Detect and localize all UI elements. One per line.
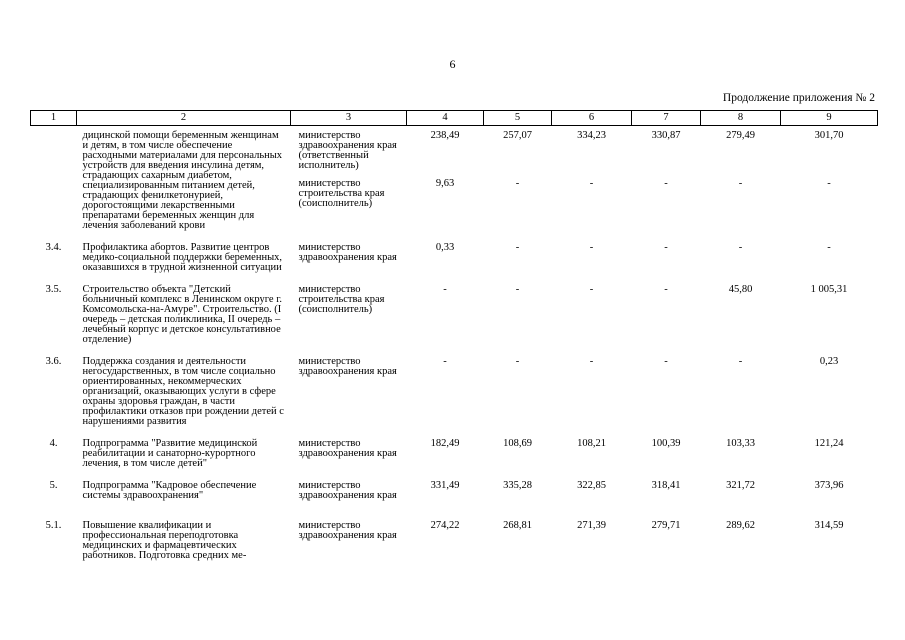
value-entry: 100,39	[651, 438, 681, 449]
value-cell-col-6	[552, 273, 632, 345]
value-cell-col-8	[701, 273, 781, 345]
row-description: Повышение квалификации и профессиональная переподготовка медицинских и фармацевтических работников. Подготовка средних ме-	[82, 520, 247, 561]
value-cell-col-9	[781, 509, 878, 561]
executor-entry: министерство здравоохранения края	[298, 438, 397, 459]
row-executor	[291, 427, 407, 469]
value-entry: 45,80	[728, 284, 753, 295]
table-row	[31, 345, 878, 427]
row-number: 5.	[49, 480, 58, 491]
value-cell-col-4	[407, 427, 484, 469]
column-header-2: 2	[77, 111, 291, 126]
value-cell-col-5	[484, 427, 552, 469]
executor-entry: министерство здравоохранения края	[298, 480, 397, 501]
value-entry: 289,62	[726, 520, 755, 531]
value-entry: 314,59	[814, 520, 844, 531]
value-entry: -	[515, 178, 520, 189]
row-executor	[291, 231, 407, 273]
value-cell-col-7	[632, 345, 701, 427]
value-entry: 279,71	[651, 520, 681, 531]
table-row	[31, 126, 878, 232]
value-entry: 335,28	[503, 480, 532, 491]
executor-entry: министерство здравоохранения края (ответственный исполнитель)	[298, 130, 397, 171]
table-row	[31, 231, 878, 273]
value-entry: 373,96	[814, 480, 844, 491]
value-cell-col-6	[552, 231, 632, 273]
value-cell-col-5	[484, 273, 552, 345]
value-entry: -	[827, 242, 831, 253]
column-header-4: 4	[407, 111, 484, 126]
value-entry: -	[443, 284, 447, 295]
value-cell-col-7	[632, 509, 701, 561]
value-entry: 182,49	[430, 438, 460, 449]
value-cell-col-6	[552, 345, 632, 427]
value-cell-col-9	[781, 231, 878, 273]
row-description: Профилактика абортов. Развитие центров медико-социальной поддержки беременных, оказавшихся в трудной жизненной ситуации	[82, 242, 282, 273]
value-entry: -	[443, 356, 447, 367]
value-entry: 279,49	[726, 130, 755, 141]
value-cell-col-5	[484, 126, 552, 232]
row-number: 3.4.	[45, 242, 62, 253]
value-entry: 322,85	[577, 480, 606, 491]
value-entry: 238,49	[430, 130, 460, 141]
value-cell-col-5	[484, 345, 552, 427]
row-executor	[291, 509, 407, 561]
row-number: 4.	[49, 438, 58, 449]
value-entry: 0,23	[819, 356, 839, 367]
value-entry: 103,33	[726, 438, 755, 449]
value-entry: 268,81	[503, 520, 532, 531]
value-entry: -	[664, 284, 668, 295]
table-row	[31, 509, 878, 561]
value-cell-col-9	[781, 469, 878, 509]
value-cell-col-6	[552, 427, 632, 469]
value-entry: -	[589, 242, 594, 253]
value-entry: 0,33	[435, 242, 455, 253]
value-cell-col-4	[407, 469, 484, 509]
value-cell-col-5	[484, 509, 552, 561]
value-entry: 121,24	[814, 438, 844, 449]
column-header-5: 5	[484, 111, 552, 126]
row-number	[31, 126, 77, 232]
value-entry: 257,07	[503, 130, 532, 141]
row-executor	[291, 345, 407, 427]
executor-entry: министерство строительства края (соисполнитель)	[298, 178, 385, 209]
value-entry: 1 005,31	[810, 284, 848, 295]
value-cell-col-7	[632, 273, 701, 345]
value-cell-col-8	[701, 231, 781, 273]
value-cell-col-6	[552, 509, 632, 561]
value-entry: 108,21	[577, 438, 606, 449]
column-header-9: 9	[781, 111, 878, 126]
budget-table	[30, 110, 878, 561]
row-description: Подпрограмма "Развитие медицинской реабилитации и санаторно-курортного лечения, в том числе детей"	[82, 438, 258, 469]
value-cell-col-8	[701, 126, 781, 232]
row-description: Поддержка создания и деятельности негосударственных, в том числе социально ориентированных, некоммерческих организаций, оказывающих услуги в сфере охраны здоровья граждан, в части профилактики отказов при рождении детей с нарушениями развития	[82, 356, 284, 427]
table-row	[31, 469, 878, 509]
value-entry: -	[664, 242, 668, 253]
value-entry: 274,22	[430, 520, 460, 531]
table-body	[31, 126, 878, 562]
value-entry: 331,49	[430, 480, 460, 491]
value-cell-col-4	[407, 345, 484, 427]
value-entry: -	[664, 178, 668, 189]
value-entry: -	[515, 284, 520, 295]
value-cell-col-9	[781, 345, 878, 427]
row-number: 3.6.	[45, 356, 62, 367]
value-entry: -	[738, 356, 743, 367]
executor-entry: министерство здравоохранения края	[298, 242, 397, 263]
column-header-row	[31, 111, 878, 126]
value-cell-col-5	[484, 469, 552, 509]
column-header-1: 1	[31, 111, 77, 126]
row-number: 5.1.	[45, 520, 62, 531]
value-entry: -	[589, 284, 594, 295]
value-entry: -	[738, 242, 743, 253]
value-cell-col-9	[781, 126, 878, 232]
value-entry: -	[515, 242, 520, 253]
row-description: Подпрограмма "Кадровое обеспечение системы здравоохранения"	[82, 480, 257, 501]
value-cell-col-7	[632, 427, 701, 469]
value-cell-col-4	[407, 231, 484, 273]
value-cell-col-7	[632, 469, 701, 509]
executor-entry: министерство строительства края (соисполнитель)	[298, 284, 385, 315]
executor-entry: министерство здравоохранения края	[298, 356, 397, 377]
row-executor	[291, 469, 407, 509]
column-header-7: 7	[632, 111, 701, 126]
row-number: 3.5.	[45, 284, 62, 295]
value-entry: -	[827, 178, 831, 189]
value-cell-col-7	[632, 126, 701, 232]
value-entry: 108,69	[503, 438, 532, 449]
value-cell-col-9	[781, 273, 878, 345]
value-entry: -	[664, 356, 668, 367]
value-cell-col-6	[552, 469, 632, 509]
column-header-8: 8	[701, 111, 781, 126]
value-entry: 9,63	[435, 178, 455, 189]
value-cell-col-8	[701, 469, 781, 509]
page-number: 6	[449, 57, 456, 71]
value-cell-col-4	[407, 509, 484, 561]
executor-entry: министерство здравоохранения края	[298, 520, 397, 541]
value-cell-col-6	[552, 126, 632, 232]
value-entry: 321,72	[726, 480, 755, 491]
value-entry: 330,87	[651, 130, 681, 141]
value-cell-col-4	[407, 126, 484, 232]
value-entry: -	[515, 356, 520, 367]
value-entry: -	[589, 178, 594, 189]
value-entry: -	[738, 178, 743, 189]
value-cell-col-8	[701, 509, 781, 561]
value-entry: 318,41	[651, 480, 681, 491]
table-row	[31, 427, 878, 469]
value-entry: 334,23	[577, 130, 606, 141]
row-executor	[291, 273, 407, 345]
column-header-3: 3	[291, 111, 407, 126]
value-cell-col-8	[701, 427, 781, 469]
value-cell-col-7	[632, 231, 701, 273]
row-description: Строительство объекта "Детский больничный комплекс в Ленинском округе г. Комсомольска-на-Амуре". Строительство. (I очередь – детская поликлиника, II очередь – лечебный корпус и детское консультативное отделение)	[82, 284, 282, 345]
value-entry: 271,39	[577, 520, 606, 531]
continuation-label: Продолжение приложения № 2	[722, 92, 875, 104]
value-entry: 301,70	[814, 130, 844, 141]
table-row	[31, 273, 878, 345]
value-cell-col-5	[484, 231, 552, 273]
value-cell-col-8	[701, 345, 781, 427]
row-executor	[291, 126, 407, 232]
column-header-6: 6	[552, 111, 632, 126]
value-cell-col-4	[407, 273, 484, 345]
value-cell-col-9	[781, 427, 878, 469]
value-entry: -	[589, 356, 594, 367]
row-description: дицинской помощи беременным женщинам и детям, в том числе обеспечение расходными материалами для персональных устройств для введения инсулина детям, страдающих сахарным диабетом, специализированным питанием детей, страдающих фенилкетонурией, дорогостоящими лекарственными препаратами беременных женщин для лечения заболеваний крови	[82, 130, 283, 231]
